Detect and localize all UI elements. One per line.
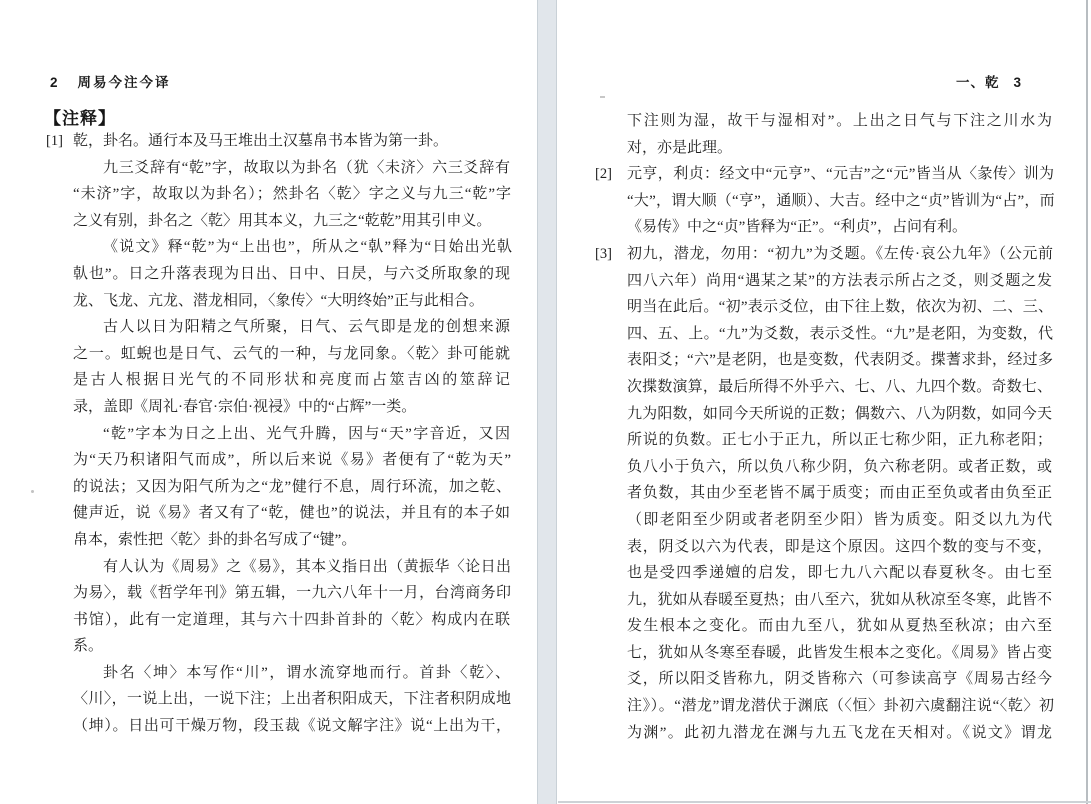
text-line: 九三爻辞有“乾”字，故取以为卦名（犹〈未济〉六三爻辞有 (103, 159, 510, 176)
scan-speck (31, 490, 34, 493)
page-number: 3 (1013, 75, 1021, 90)
text-line: 九，犹如从春暖至夏热；由八至六，犹如从秋凉至冬寒，此皆不 (627, 591, 1052, 608)
text-line: 健声近，说《易》者又有了“乾，健也”的说法，并且有的本子如 (73, 505, 510, 522)
text-line: 明当在此后。“初”表示爻位，由下往上数，依次为初、二、三、 (627, 299, 1052, 316)
text-line: 古人以日为阳精之气所聚，日气、云气即是龙的创想来源 (103, 319, 510, 336)
text-line: 对，亦是此理。 (627, 139, 733, 156)
text-line: 注》）。“潜龙”谓龙潜伏于渊底（〈恒〉卦初六虞翻注说“〈乾〉初 (627, 698, 1052, 715)
text-line: 表，阴爻以六为代表，即是这个原因。这四个数的变与不变， (627, 538, 1052, 555)
text-column-right (595, 108, 1052, 746)
text-line: （即老阳至少阴或者老阴至少阳）皆为质变。阳爻以九为代 (627, 511, 1052, 528)
text-line: 所说的负数。正七小于正九，所以正七称少阳，正九称老阳； (627, 432, 1052, 449)
page-gutter (537, 0, 557, 804)
text-line: 卦名〈坤〉本写作“川”，谓水流穿地而行。首卦〈乾〉、 (103, 664, 510, 681)
text-line: 倝也”。日之升落表现为日出、日中、日昃，与六爻所取象的现 (73, 265, 510, 282)
text-line: 录，盖即《周礼·春官·宗伯·视祲》中的“占辉”一类。 (73, 398, 417, 415)
book-title: 周易今注今译 (77, 75, 171, 90)
note-marker-1: [1] (46, 133, 63, 149)
text-line: “未济”字，故取以为卦名）；然卦名〈乾〉字之义与九三“乾”字 (73, 186, 510, 203)
text-line: [1] 乾，卦名。通行本及马王堆出土汉墓帛书本皆为第一卦。 (73, 128, 510, 155)
running-head-left (50, 71, 171, 91)
text-line: 者负数，其由少至老皆不属于质变；而由正至负或者由负至正 (627, 485, 1052, 502)
text-line: 负八小于负六，所以负八称少阴，负六称老阴。或者正数，或 (627, 458, 1052, 475)
note-marker-2: [2] (595, 166, 612, 183)
text-line: 爻，所以阳爻皆称九，阴爻皆称六（可参读高亨《周易古经今 (627, 671, 1052, 688)
text-line: “乾”字本为日之上出、光气升腾，因与“天”字音近，又因 (103, 425, 510, 442)
page-number: 2 (50, 75, 58, 90)
text-line: 为易〉，载《哲学年刊》第五辑，一九六八年十一月，台湾商务印 (73, 585, 510, 602)
text-line: 次揲数演算，最后所得不外乎六、七、八、九四个数。奇数七、 (627, 378, 1052, 395)
text-line: 帛本，索性把〈乾〉卦的卦名写成了“键”。 (73, 531, 357, 548)
text-line: 之义有别，卦名之〈乾〉用其本义，九三之“乾乾”用其引申义。 (73, 212, 492, 229)
text-line: 下注则为湿，故干与湿相对”。上出之日气与下注之川水为 (627, 113, 1052, 129)
text-line: 发生根本之变化。而由九至八，犹如从夏热至秋凉；由六至 (627, 618, 1052, 635)
text-line: 系。 (73, 638, 104, 655)
chapter-title: 一、乾 (955, 75, 1000, 90)
note-marker-3: [3] (595, 245, 612, 262)
text-line: 为“天乃积诸阳气而成”，所以后来说《易》者便有了“乾为天” (73, 452, 510, 469)
text-line: 有人认为《周易》之《易》，其本义指日出（黄振华〈论日出 (103, 558, 510, 575)
text-line: （坤）。日出可干燥万物，段玉裁《说文解字注》说“上出为干， (73, 718, 510, 735)
text-line: 书馆），此有一定道理，其与六十四卦首卦的〈乾〉构成内在联 (73, 611, 510, 628)
running-head-right (558, 71, 1021, 91)
page-right (558, 0, 1086, 804)
text-line: 七，犹如从冬寒至春暖，此皆发生根本之变化。《周易》皆占变 (627, 644, 1052, 661)
scan-speck (600, 96, 605, 98)
text-line: 《易传》中之“贞”皆释为“正”。“利贞”，占问有利。 (627, 219, 967, 236)
text-line: 《说文》释“乾”为“上出也”，所从之“倝”释为“日始出光倝 (103, 239, 510, 256)
text-line: 是古人根据日光气的不同形状和亮度而占筮吉凶的筮辞记 (73, 372, 510, 389)
page-left (0, 0, 537, 804)
text-line: 为渊”。此初九潜龙在渊与九五飞龙在天相对。《说文》谓龙 (627, 724, 1052, 741)
text-line: “大”，谓大顺（“亨”，通顺）、大吉。经中之“贞”皆训为“占”，而 (627, 192, 1052, 209)
right-edge-border (1086, 0, 1088, 804)
text-line: 九为阳数，如同今天所说的正数；偶数六、八为阴数，如同今天 (627, 405, 1052, 422)
text-line: [2] 元亨，利贞：经文中“元亨”、“元吉”之“元”皆当从〈彖传〉训为 (627, 161, 1052, 188)
text-line: 也是受四季递嬗的启发，即七九八六配以春夏秋冬。由七至 (627, 565, 1052, 582)
text-line: 龙、飞龙、亢龙、潜龙相同，〈象传〉“大明终始”正与此相合。 (73, 292, 484, 309)
section-title-annotations: 【注释】 (44, 109, 116, 128)
text-line: 表阳爻；“六”是老阴，也是变数，代表阴爻。揲蓍求卦，经过多 (627, 352, 1052, 369)
text-line: 四八六年）尚用“遇某之某”的方法表示所占之爻，则爻题之发 (627, 272, 1052, 289)
text-line: 四、五、上。“九”为爻数，表示爻性。“九”是老阳，为变数，代 (627, 325, 1052, 342)
bottom-edge-border (558, 801, 1091, 803)
text-column-left (46, 128, 510, 740)
text-line: [3] 初九，潜龙，勿用：“初九”为爻题。《左传·哀公九年》（公元前 (627, 241, 1052, 268)
text-line: 的说法；又因为阳气所为之“龙”健行不息，周行环流，加之乾、 (73, 478, 510, 495)
text-line: 〈川〉，一说上出，一说下注；上出者积阳成天，下注者积阴成地 (73, 691, 510, 708)
text-line: 之一。虹蜺也是日气、云气的一种，与龙同象。〈乾〉卦可能就 (73, 345, 510, 362)
